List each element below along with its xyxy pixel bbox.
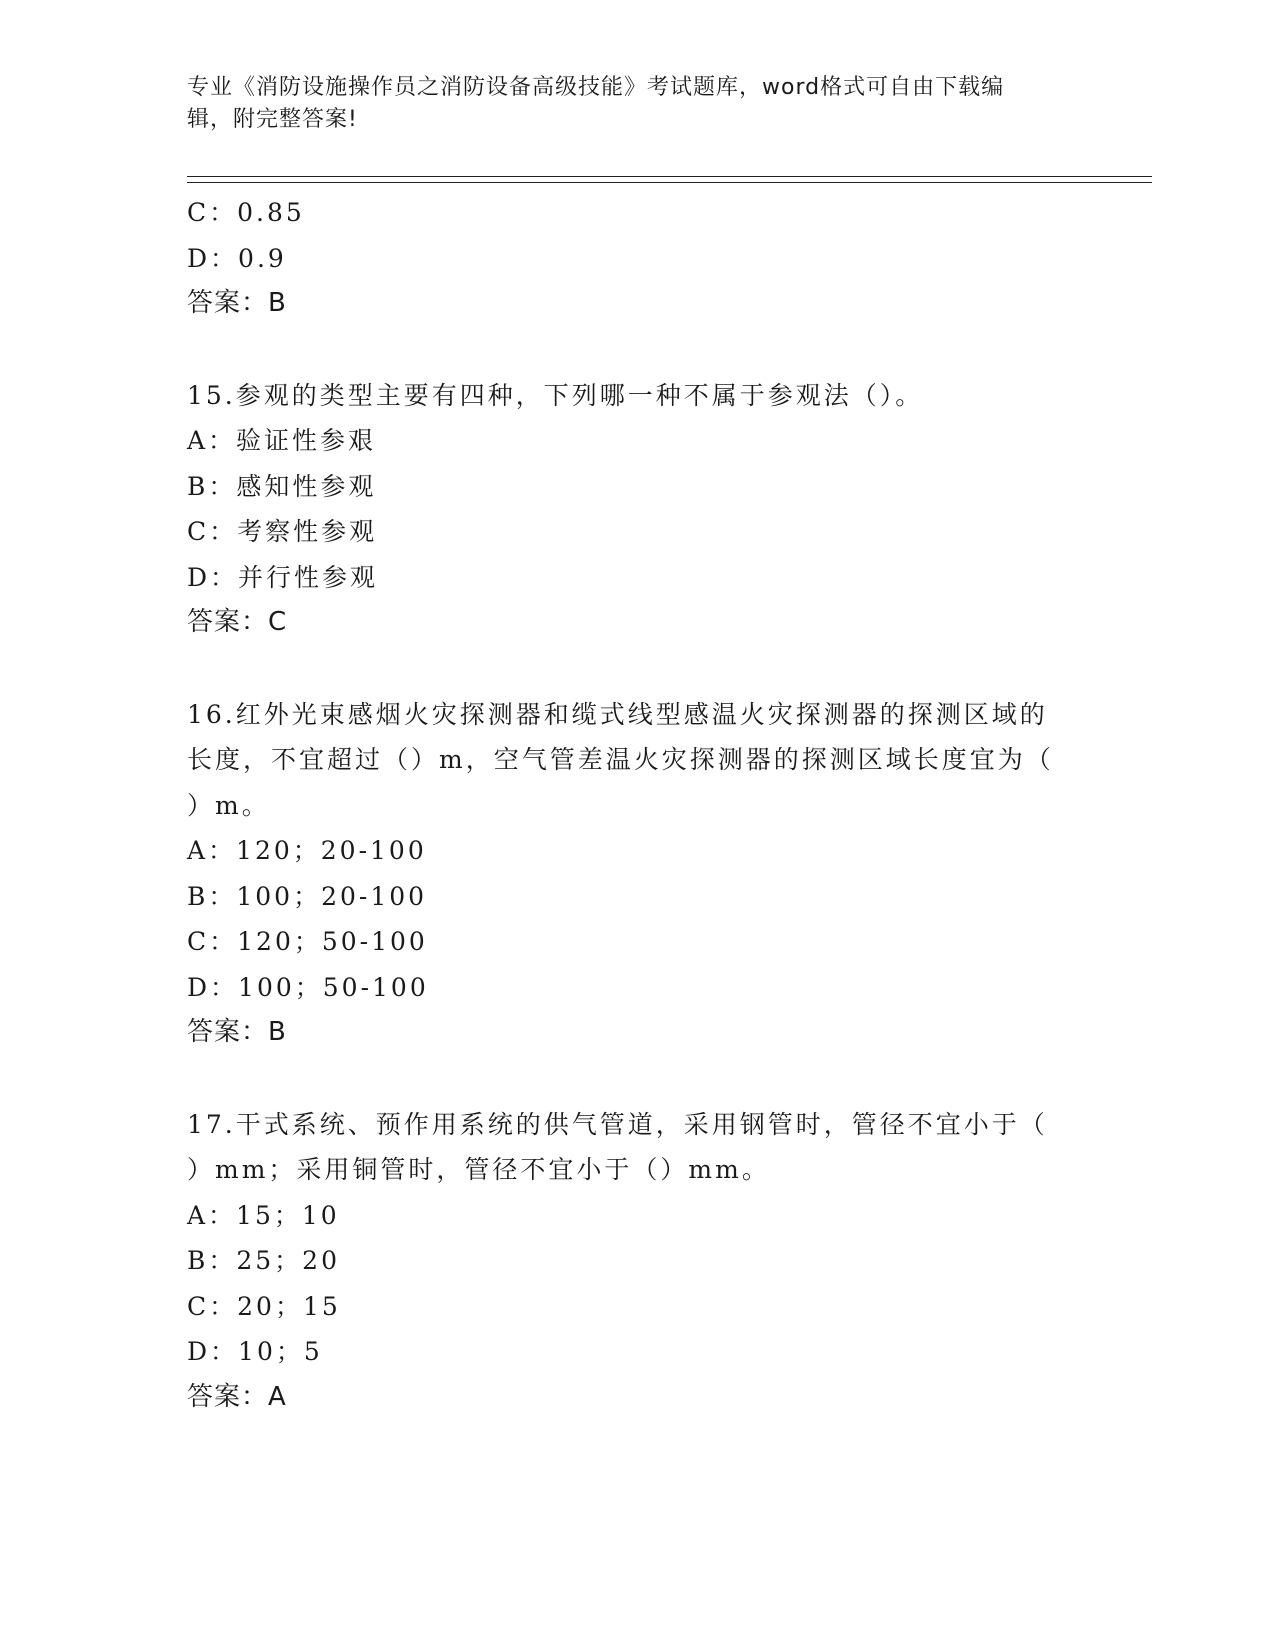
option-d: D：0.9 xyxy=(187,243,287,273)
question-text xyxy=(187,373,1067,419)
header-divider-bottom xyxy=(187,182,1152,183)
question-text xyxy=(187,1102,1067,1193)
option-a: A：15；10 xyxy=(187,1200,340,1230)
answer-line: 答案：C xyxy=(187,607,288,637)
question-16 xyxy=(187,692,1087,1056)
header-divider-top xyxy=(187,176,1152,177)
option-a: A：验证性参艰 xyxy=(187,426,377,455)
question-text-line: 16.红外光束感烟火灾探测器和缆式线型感温火灾探测器的探测区域的 xyxy=(187,699,1048,729)
question-text-line: ）m。 xyxy=(187,790,270,820)
option-a: A：120；20-100 xyxy=(187,836,427,865)
answer-line: 答案：A xyxy=(187,1381,287,1412)
question-list xyxy=(187,190,1087,1420)
question-17 xyxy=(187,1102,1087,1421)
option-d: D：并行性参观 xyxy=(187,562,379,592)
option-c: C：0.85 xyxy=(187,198,305,227)
question-text-line: 17.干式系统、预作用系统的供气管道，采用钢管时，管径不宜小于（ xyxy=(187,1109,1048,1139)
answer-line: 答案：B xyxy=(187,1017,287,1047)
answer-line: 答案：B xyxy=(187,288,287,318)
previous-question-tail xyxy=(187,190,1087,327)
option-d: D：100；50-100 xyxy=(187,972,429,1002)
spacer xyxy=(187,327,1087,373)
option-b: B：100；20-100 xyxy=(187,881,428,911)
option-c: C：120；50-100 xyxy=(187,927,428,956)
header-line-2: 辑，附完整答案! xyxy=(187,107,358,132)
spacer xyxy=(187,1056,1087,1102)
header-line-1: 专业《消防设施操作员之消防设备高级技能》考试题库，word格式可自由下载编 xyxy=(187,75,1005,100)
question-text-line: 长度，不宜超过（）m，空气管差温火灾探测器的探测区域长度宜为（ xyxy=(187,745,1054,774)
option-d: D：10；5 xyxy=(187,1337,323,1366)
option-b: B：感知性参观 xyxy=(187,471,377,501)
question-15 xyxy=(187,373,1087,646)
question-text xyxy=(187,692,1067,829)
spacer xyxy=(187,646,1087,692)
question-text-line: 15.参观的类型主要有四种，下列哪一种不属于参观法（）。 xyxy=(187,380,924,410)
option-c: C：考察性参观 xyxy=(187,517,378,546)
document-header xyxy=(187,72,1067,136)
option-c: C：20；15 xyxy=(187,1291,341,1321)
question-text-line: ）mm；采用铜管时，管径不宜小于（）mm。 xyxy=(187,1155,770,1184)
option-b: B：25；20 xyxy=(187,1246,340,1275)
